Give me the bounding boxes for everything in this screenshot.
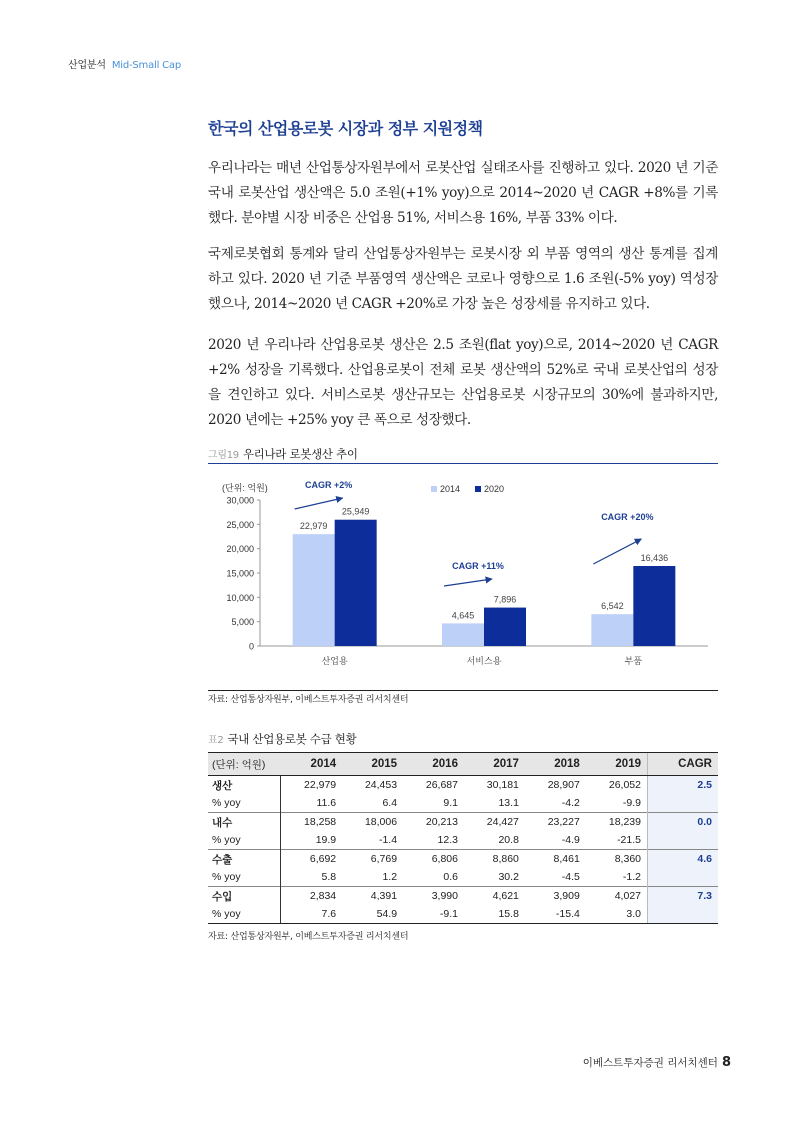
cagr-cell: 7.3	[648, 887, 719, 906]
data-label: 4,645	[451, 610, 475, 621]
y-tick-label: 0	[248, 641, 254, 652]
table-cell: 6.4	[382, 797, 398, 809]
table-cell: 54.9	[342, 905, 403, 924]
legend-swatch-2020	[475, 486, 481, 492]
data-label: 6,542	[601, 601, 624, 612]
bar-2014-1	[442, 623, 484, 646]
row-label: 생산	[208, 776, 281, 795]
cagr-cell: 2.5	[648, 776, 719, 795]
page-number: 8	[721, 1055, 731, 1070]
y-tick-label: 30,000	[226, 495, 254, 506]
cagr-cell-empty	[648, 905, 719, 924]
cagr-arrow	[444, 579, 492, 586]
cagr-annotation: CAGR +2%	[305, 480, 353, 490]
bar-2014-2	[591, 614, 633, 646]
cagr-cell-empty	[648, 831, 719, 850]
col-header: 2018	[525, 753, 586, 776]
figure-bottom-rule	[208, 690, 718, 691]
paragraph-3: 2020 년 우리나라 산업용로봇 생산은 2.5 조원(flat yoy)으로, 2014~2020 년 CAGR +2% 성장을 기록했다. 산업용로봇이 전체 로봇 생산액의 52%로 국내 로봇산업의 성장을 견인하고 있다. 서비스로봇 생산규모는 산업용로봇 시장규모의 30%에 불과하지만, 2020 년에는 +25% yoy 큰 폭으로 성장했다.	[208, 337, 718, 428]
table-cell: 1.2	[382, 871, 398, 883]
table-cell: 18,258	[281, 813, 343, 832]
legend-label-2020: 2020	[484, 484, 505, 494]
table-cell: -9.9	[622, 797, 641, 809]
table-cell: 8,860	[464, 850, 525, 869]
table-cell: 19.9	[315, 834, 337, 846]
y-tick-label: 15,000	[226, 568, 254, 579]
col-header: 2017	[464, 753, 525, 776]
table-row	[208, 776, 718, 795]
page-header	[68, 56, 181, 71]
y-tick-label: 25,000	[226, 519, 254, 530]
paragraph-1: 우리나라는 매년 산업통상자원부에서 로봇산업 실태조사를 진행하고 있다. 2020 년 기준 국내 로봇산업 생산액은 5.0 조원(+1% yoy)으로 2014~2020 년 CAGR +8%를 기록했다. 분야별 시장 비중은 산업용 51%, 서비스용 16%, 부품 33% 이다.	[208, 160, 718, 226]
robot-production-chart	[208, 476, 718, 686]
figure-title: 우리나라 로봇생산 추이	[242, 447, 358, 461]
table-cell: 24,427	[464, 813, 525, 832]
y-tick-label: 20,000	[226, 544, 254, 555]
bar-2014-0	[293, 534, 335, 646]
table-cell: 4,621	[464, 887, 525, 906]
table-cell: 8,461	[525, 850, 586, 869]
y-tick-label: 10,000	[226, 592, 254, 603]
table-cell: 18,239	[586, 813, 648, 832]
table-cell: -4.2	[561, 797, 580, 809]
cagr-annotation: CAGR +11%	[452, 561, 504, 571]
table-caption	[208, 731, 356, 747]
table-source: 자료: 산업통상자원부, 이베스트투자증권 리서치센터	[208, 932, 409, 942]
table-cell: 30.2	[498, 871, 519, 883]
data-label: 25,949	[341, 506, 370, 517]
x-tick-label: 부품	[624, 657, 643, 667]
x-tick-label: 서비스용	[466, 657, 502, 667]
x-tick-label: 산업용	[321, 657, 348, 667]
cagr-cell: 4.6	[648, 850, 719, 869]
table-unit-label: (단위: 억원)	[208, 753, 281, 776]
figure-top-rule	[208, 463, 718, 464]
table-cell: 26,687	[403, 776, 464, 795]
table-header-row	[208, 753, 718, 776]
row-label-yoy: % yoy	[208, 868, 281, 887]
table-cell: -4.9	[561, 834, 580, 846]
table-cell: 11.6	[316, 797, 337, 809]
table-cell: 28,907	[525, 776, 586, 795]
table-cell: 13.1	[498, 797, 519, 809]
table-cell: 6,692	[281, 850, 343, 869]
table-cell: 4,391	[342, 887, 403, 906]
cagr-arrow	[295, 498, 343, 509]
chart-unit-label: (단위: 억원)	[222, 483, 268, 493]
row-label: 수출	[208, 850, 281, 869]
table-cell: 9.1	[443, 797, 458, 809]
figure-source: 자료: 산업통상자원부, 이베스트투자증권 리서치센터	[208, 695, 409, 705]
data-label: 7,896	[493, 594, 517, 605]
table-cell: -1.2	[622, 871, 641, 883]
table-cell: 3,990	[403, 887, 464, 906]
y-tick-label: 5,000	[231, 617, 254, 628]
table-cell: -1.4	[378, 834, 398, 846]
header-subcategory: Mid-Small Cap	[111, 60, 182, 71]
section-title: 한국의 산업용로봇 시장과 정부 지원정책	[208, 119, 483, 138]
table-cell: 23,227	[525, 813, 586, 832]
footer-publisher: 이베스트투자증권 리서치센터	[582, 1057, 718, 1069]
bar-2020-0	[335, 520, 377, 646]
table-cell: -21.5	[617, 834, 641, 846]
data-label: 22,979	[299, 521, 328, 532]
table-cell: 6,769	[342, 850, 403, 869]
table-cell: 22,979	[281, 776, 343, 795]
legend-swatch-2014	[431, 486, 437, 492]
col-header: 2016	[403, 753, 464, 776]
table-cell: 8,360	[586, 850, 648, 869]
cagr-annotation: CAGR +20%	[601, 512, 654, 522]
table-cell: 3,909	[525, 887, 586, 906]
table-row	[208, 831, 718, 850]
row-label-yoy: % yoy	[208, 794, 281, 813]
table-cell: 2,834	[281, 887, 343, 906]
table-cell: 12.3	[437, 834, 458, 846]
table-cell: 4,027	[586, 887, 648, 906]
page-footer	[583, 1055, 731, 1070]
table-row	[208, 850, 718, 869]
table-row	[208, 813, 718, 832]
legend-label-2014: 2014	[440, 484, 461, 494]
supply-demand-table	[208, 752, 718, 924]
table-cell: 18,006	[342, 813, 403, 832]
bar-2020-2	[633, 566, 675, 646]
cagr-arrow	[593, 539, 641, 564]
table-cell: 26,052	[586, 776, 648, 795]
table-cell: 20.8	[498, 834, 519, 846]
table-cell: 6,806	[403, 850, 464, 869]
table-cell: -15.4	[525, 905, 586, 924]
table-title: 국내 산업용로봇 수급 현황	[227, 732, 357, 746]
data-label: 16,436	[640, 553, 669, 564]
figure-caption	[208, 446, 358, 462]
table-number: 표2	[208, 735, 224, 746]
col-header: 2019	[586, 753, 648, 776]
table-cell: 30,181	[464, 776, 525, 795]
table-cell: 7.6	[281, 905, 343, 924]
col-header-cagr: CAGR	[648, 753, 719, 776]
col-header: 2015	[342, 753, 403, 776]
cagr-cell-empty	[648, 868, 719, 887]
table-cell: 20,213	[403, 813, 464, 832]
row-label: 내수	[208, 813, 281, 832]
table-row	[208, 887, 718, 906]
header-category: 산업분석	[68, 60, 106, 71]
cagr-cell-empty	[648, 794, 719, 813]
figure-number: 그림19	[208, 450, 239, 461]
table-cell: 0.6	[443, 871, 458, 883]
row-label-yoy: % yoy	[208, 831, 281, 850]
table-cell: -9.1	[403, 905, 464, 924]
table-cell: 15.8	[464, 905, 525, 924]
bar-2020-1	[484, 608, 526, 646]
table-cell: 3.0	[586, 905, 648, 924]
col-header: 2014	[281, 753, 343, 776]
row-label-yoy: % yoy	[208, 905, 281, 924]
table-cell: 24,453	[342, 776, 403, 795]
table-row	[208, 794, 718, 813]
table-row	[208, 905, 718, 924]
table-cell: -4.5	[561, 871, 580, 883]
paragraph-2: 국제로봇협회 통계와 달리 산업통상자원부는 로봇시장 외 부품 영역의 생산 통계를 집계하고 있다. 2020 년 기준 부품영역 생산액은 코로나 영향으로 1.6 조원(-5% yoy) 역성장 했으나, 2014~2020 년 CAGR +20%로 가장 높은 성장세를 유지하고 있다.	[208, 246, 718, 312]
row-label: 수입	[208, 887, 281, 906]
table-cell: 5.8	[321, 871, 337, 883]
table-row	[208, 868, 718, 887]
cagr-cell: 0.0	[648, 813, 719, 832]
